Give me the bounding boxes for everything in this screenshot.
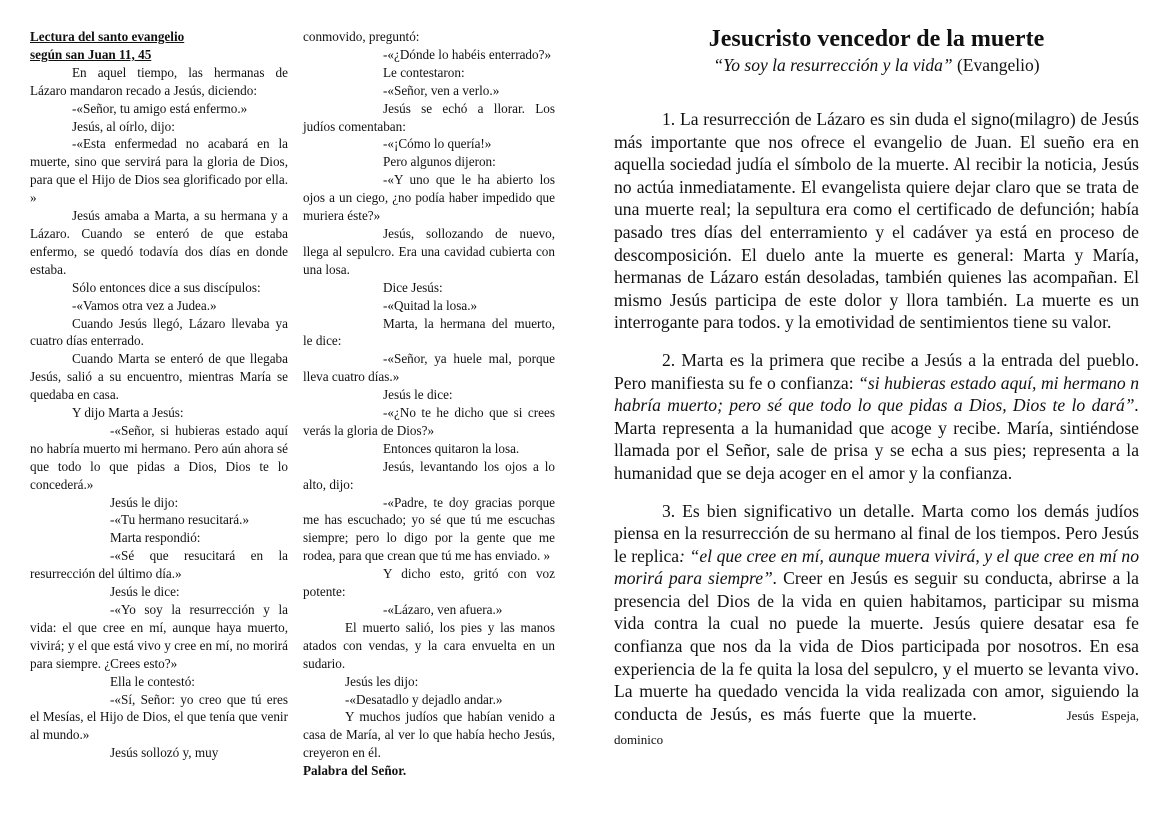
gospel-heading-line-1: Lectura del santo evangelio xyxy=(30,29,185,44)
gospel-paragraph: -«¿No te he dicho que si crees verás la gloria de Dios?» xyxy=(303,405,555,438)
paragraph-2-text-b: Marta representa a la humanidad que acoge y recibe. María, sintiéndose llamada por el Señor, sale de prisa y se echa a sus pies; representa a la humanidad que se deja acoger en el amor y la confianza. xyxy=(614,417,1139,483)
commentary-paragraph-1: 1. La resurrección de Lázaro es sin duda el signo(milagro) de Jesús más importante que nos ofrece el evangelio de Juan. El sueño era en aquella sociedad judía el símbolo de la muerte. Al recibir la noticia, Jesús no actúa inmediatamente. El evangelista quiere dejar claro que se trata de una muerte real; la sepultura era como el certificado de defunción; había pasado tres días del enterramiento y el cadáver ya está en proceso de descomposición. El duelo ante la muerte es general: Marta y María, hermanas de Lázaro están desoladas, también quienes las acompañan. El mismo Jesús participa de este dolor y llora también. La muerte es un interrogante para todos. y la emotividad de sentimientos tiene su valor. xyxy=(614,109,1139,333)
commentary xyxy=(614,24,1139,767)
gospel-paragraph: En aquel tiempo, las hermanas de Lázaro mandaron recado a Jesús, diciendo: xyxy=(30,64,288,98)
gospel-paragraph: Jesús sollozó y, muy xyxy=(110,745,219,761)
gospel-paragraph: Entonces quitaron la losa. xyxy=(383,440,520,456)
gospel-paragraph: Le contestaron: xyxy=(383,64,465,80)
gospel-paragraph: -«Tu hermano resucitará.» xyxy=(110,512,250,528)
gospel-column-2-body xyxy=(303,28,555,762)
gospel-paragraph: Jesús les dijo: xyxy=(345,673,419,689)
subtitle-source: (Evangelio) xyxy=(956,55,1040,75)
gospel-paragraph: Jesús le dice: xyxy=(110,584,180,600)
gospel-paragraph: -«Sé que resucitará en la resurrección del último día.» xyxy=(30,548,288,582)
paragraph-3-text-b: Creer en Jesús es seguir su conducta, abrirse a la presencia del Dios de la vida en quien habitamos, participar su misma vida contra la cual no puede la muerte. Jesús quiere desatar esa fe confianza que nos da la vida de Dios participada por nosotros. En esa experiencia de la fe quita la losa del sepulcro, y el muerto se levanta vivo. La muerte ha quedado vencida la vida realizada con amor, siguiendo la conducta de Jesús, es más fuerte que la muerte. xyxy=(614,568,1139,724)
gospel-paragraph: -«Padre, te doy gracias porque me has escuchado; yo sé que tú me escuchas siempre; pero lo digo por la gente que me rodea, para que crean que tú me has enviado. » xyxy=(303,494,555,564)
signature: Jesús Espeja, dominico xyxy=(614,707,1139,748)
gospel-paragraph: El muerto salió, los pies y las manos atados con vendas, y la cara envuelta en un sudario. xyxy=(303,619,555,671)
gospel-paragraph: -«Señor, ya huele mal, porque lleva cuatro días.» xyxy=(303,351,555,385)
gospel-paragraph: Jesús amaba a Marta, a su hermana y a Lázaro. Cuando se enteró de que estaba enfermo, se quedó todavía dos días en donde estaba. xyxy=(30,208,288,277)
gospel-paragraph: Y dicho esto, gritó con voz potente: xyxy=(303,566,555,600)
gospel-paragraph: -«Lázaro, ven afuera.» xyxy=(383,602,503,617)
gospel-paragraph: Jesús, al oírlo, dijo: xyxy=(72,118,175,134)
paragraph-3-quote: : “el que cree en mí, aunque muera vivirá, y el que cree en mí no morirá para siempre”. xyxy=(614,545,1139,589)
gospel-paragraph: -«Vamos otra vez a Judea.» xyxy=(72,297,217,313)
gospel-paragraph: -«Quitad la losa.» xyxy=(383,297,478,313)
gospel-paragraph: Y muchos judíos que habían venido a casa de María, al ver lo que había hecho Jesús, creyeron en él. xyxy=(303,709,555,761)
gospel-paragraph: -«Y uno que le ha abierto los ojos a un ciego, ¿no podía haber impedido que muriera éste?» xyxy=(303,172,555,224)
gospel-paragraph: Jesús le dijo: xyxy=(110,494,179,510)
gospel-paragraph: -«Señor, si hubieras estado aquí no habría muerto mi hermano. Pero aún ahora sé que todo lo que pidas a Dios, Dios te lo concederá.» xyxy=(30,422,288,492)
gospel-paragraph: Y dijo Marta a Jesús: xyxy=(72,405,184,421)
gospel-paragraph: -«Yo soy la resurrección y la vida: el que cree en mí, aunque haya muerto, vivirá; y el que está vivo y cree en mí, no morirá para siempre. ¿Crees esto?» xyxy=(30,602,288,671)
gospel-paragraph: Cuando Jesús llegó, Lázaro llevaba ya cuatro días enterrado. xyxy=(30,315,288,349)
gospel-paragraph: Sólo entonces dice a sus discípulos: xyxy=(72,279,261,295)
gospel-column-2 xyxy=(303,28,555,780)
gospel-paragraph: Cuando Marta se enteró de que llegaba Jesús, salió a su encuentro, mientras María se quedaba en casa. xyxy=(30,351,288,403)
paragraph-2-quote: “si hubieras estado aquí, mi hermano n habría muerto; pero sé que todo lo que pidas a Dios, Dios te lo dará”. xyxy=(614,372,1139,416)
commentary-paragraph-2 xyxy=(614,349,1139,485)
gospel-paragraph: Jesús, sollozando de nuevo, llega al sepulcro. Era una cavidad cubierta con una losa. xyxy=(303,225,555,277)
gospel-paragraph: -«Señor, ven a verlo.» xyxy=(383,82,500,98)
paragraph-2-text-a: 2. Marta es la primera que recibe a Jesús a la entrada del pueblo. Pero manifiesta su fe o confianza: xyxy=(614,349,1139,393)
gospel-paragraph: -«Esta enfermedad no acabará en la muerte, sino que servirá para la gloria de Dios, para que el Hijo de Dios sea glorificado por ella. » xyxy=(30,136,288,206)
commentary-paragraph-3 xyxy=(614,500,1139,753)
gospel-paragraph: Jesús se echó a llorar. Los judíos comentaban: xyxy=(303,100,555,134)
paragraph-3-text-a: 3. Es bien significativo un detalle. Marta como los demás judíos piensa en la resurrección de su hermano al final de los tiempos. Pero Jesús le replica xyxy=(614,500,1139,566)
gospel-paragraph: Dice Jesús: xyxy=(383,279,443,295)
gospel-paragraph: -«Desatadlo y dejadlo andar.» xyxy=(345,691,503,707)
gospel-paragraph: Jesús le dice: xyxy=(383,387,453,403)
gospel-paragraph: Ella le contestó: xyxy=(110,673,195,689)
subtitle-quote: “Yo soy la resurrección y la vida” xyxy=(713,55,953,75)
gospel-column-1 xyxy=(30,28,288,762)
gospel-paragraph: conmovido, preguntó: xyxy=(303,29,420,44)
gospel-closing: Palabra del Señor. xyxy=(303,763,407,779)
gospel-paragraph: Pero algunos dijeron: xyxy=(383,154,496,170)
gospel-paragraph: -«Sí, Señor: yo creo que tú eres el Mesías, el Hijo de Dios, el que tenía que venir al mundo.» xyxy=(30,691,288,743)
gospel-paragraph: Marta respondió: xyxy=(110,530,201,546)
gospel-paragraph: -«¡Cómo lo quería!» xyxy=(383,136,492,152)
gospel-column-1-body xyxy=(30,64,288,762)
commentary-subtitle xyxy=(614,54,1139,76)
gospel-paragraph: Marta, la hermana del muerto, le dice: xyxy=(303,315,555,349)
gospel-paragraph: -«Señor, tu amigo está enfermo.» xyxy=(72,100,248,116)
gospel-paragraph: Jesús, levantando los ojos a lo alto, dijo: xyxy=(303,458,555,492)
gospel-paragraph: -«¿Dónde lo habéis enterrado?» xyxy=(383,46,552,62)
gospel-heading-line-2: según san Juan 11, 45 xyxy=(30,46,152,62)
commentary-title: Jesucristo vencedor de la muerte xyxy=(708,26,1045,52)
